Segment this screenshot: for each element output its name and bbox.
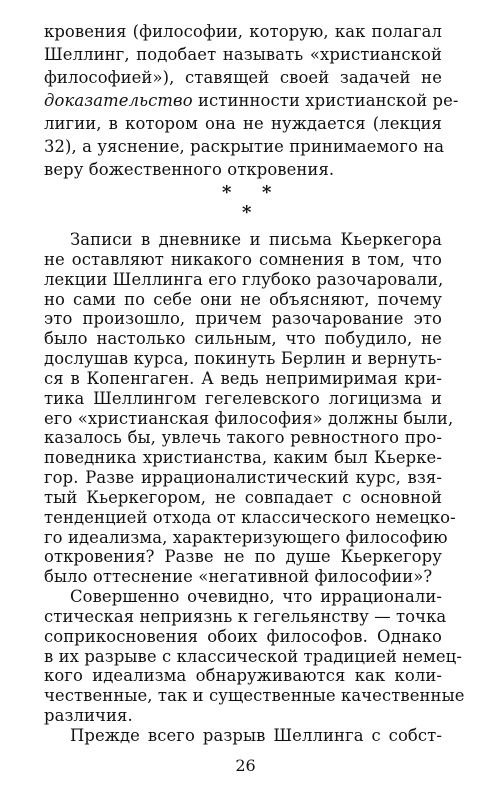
text-line: откровения? Разве не по душе Кьеркегору	[44, 547, 442, 566]
text-line: Шеллинг, подобает называть «христианской	[44, 45, 442, 64]
text-line: Записи в дневнике и письма Кьеркегора	[70, 230, 442, 249]
text-line: соприкосновения обоих философов. Однако	[44, 627, 442, 646]
text-line: различия.	[44, 706, 133, 725]
text-line: го идеализма, характеризующего философию	[44, 528, 448, 547]
text-line: Прежде всего разрыв Шеллинга с собст-	[70, 726, 442, 745]
separator-asterisk: *	[262, 182, 272, 203]
page-number: 26	[235, 756, 256, 775]
text-line: кровения (философии, которую, как полагал	[44, 22, 442, 41]
text-line: поведника христианства, каким был Кьеркe-	[44, 448, 442, 467]
text-line: казалось бы, увлечь такого ревностного про-	[44, 428, 442, 447]
text-line: его «христианская философия» должны были,	[44, 409, 454, 428]
text-line: было настолько сильным, что побудило, не	[44, 329, 442, 348]
text-line: 32), а уяснение, раскрытие принимаемого на	[44, 137, 445, 156]
text-line-with-emphasis	[44, 91, 459, 111]
text-line: в их разрыве с классической традицией немец-	[44, 647, 462, 666]
text-line: ся в Копенгаген. А ведь непримиримая кри-	[44, 369, 442, 388]
text-line: стическая неприязнь к гегельянству — точка	[44, 607, 447, 626]
text-line: философией»), ставящей своей задачей не	[44, 68, 442, 87]
text-line: не оставляют никакого сомнения в том, что	[44, 250, 442, 269]
text-line: веру божественного откровения.	[44, 160, 335, 179]
text-line: тика Шеллингом гегелевского логицизма и	[44, 389, 442, 408]
text-line: Совершенно очевидно, что иррационали-	[70, 587, 442, 606]
text-line: кого идеализма обнаруживаются как коли-	[44, 666, 442, 685]
text-line: чественные, так и существенные качественные	[44, 686, 465, 705]
separator-asterisk: *	[242, 202, 252, 223]
text-line: гор. Разве иррационалистический курс, взя-	[44, 468, 442, 487]
text-line: тенденцией отхода от классического немецко-	[44, 508, 456, 527]
text-line: дослушав курса, покинуть Берлин и вернуть-	[44, 349, 442, 368]
emphasized-word: доказательство	[44, 91, 193, 110]
text-line: лекции Шеллинга его глубоко разочаровали,	[44, 270, 444, 289]
text-line: тый Кьеркегором, не совпадает с основной	[44, 488, 442, 507]
text-line: лигии, в котором она не нуждается (лекция	[44, 114, 442, 133]
text-line: но сами по себе они не объясняют, почему	[44, 290, 442, 309]
text-line-rest: истинности христианской ре-	[192, 91, 459, 110]
separator-asterisk: *	[222, 182, 232, 203]
text-line: было оттеснение «негативной философии»?	[44, 567, 433, 586]
text-line: это произошло, причем разочарование это	[44, 309, 442, 328]
